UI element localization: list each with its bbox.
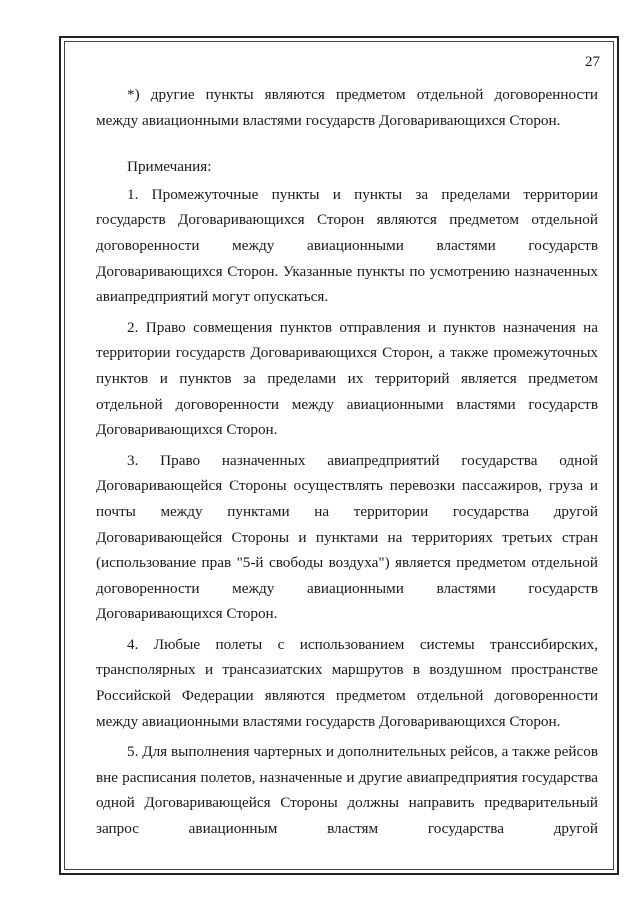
footnote-paragraph: *) другие пункты являются предметом отдельной договоренности между авиационными властями государств Договаривающихся Сторон. [96, 86, 598, 129]
note-paragraph-2: 2. Право совмещения пунктов отправления и пунктов назначения на территории государств Договаривающихся Сторон, а также промежуточных пунктов и пунктов за пределами их территорий является предметом отдельной договоренности между авиационными властями государств Договаривающихся Сторон. [96, 318, 598, 439]
note-paragraph-5: 5. Для выполнения чартерных и дополнительных рейсов, а также рейсов вне расписания полетов, назначенные и другие авиапредприятия государства одной Договаривающейся Стороны должны направить предварительный запрос авиационным властям государства другой [96, 743, 598, 838]
document-body [96, 82, 598, 842]
note-paragraph-1: 1. Промежуточные пункты и пункты за пределами территории государств Договаривающихся Сторон являются предметом отдельной договоренности между авиационными властями государств Договаривающихся Сторон. Указанные пункты по усмотрению назначенных авиапредприятий могут опускаться. [96, 185, 598, 306]
note-paragraph-3: 3. Право назначенных авиапредприятий государства одной Договаривающейся Стороны осуществлять перевозки пассажиров, груза и почты между пунктами на территории государства другой Договаривающейся Стороны и пунктами на территориях третьих стран (использование прав "5-й свободы воздуха") является предметом отдельной договоренности между авиационными властями государств Договаривающихся Сторон. [96, 451, 598, 623]
note-paragraph-4: 4. Любые полеты с использованием системы транссибирских, трансполярных и трансазиатских маршрутов в воздушном пространстве Российской Федерации являются предметом отдельной договоренности между авиационными властями государств Договаривающихся Сторон. [96, 635, 598, 730]
page-number: 27 [585, 54, 600, 70]
notes-heading: Примечания: [127, 158, 212, 176]
